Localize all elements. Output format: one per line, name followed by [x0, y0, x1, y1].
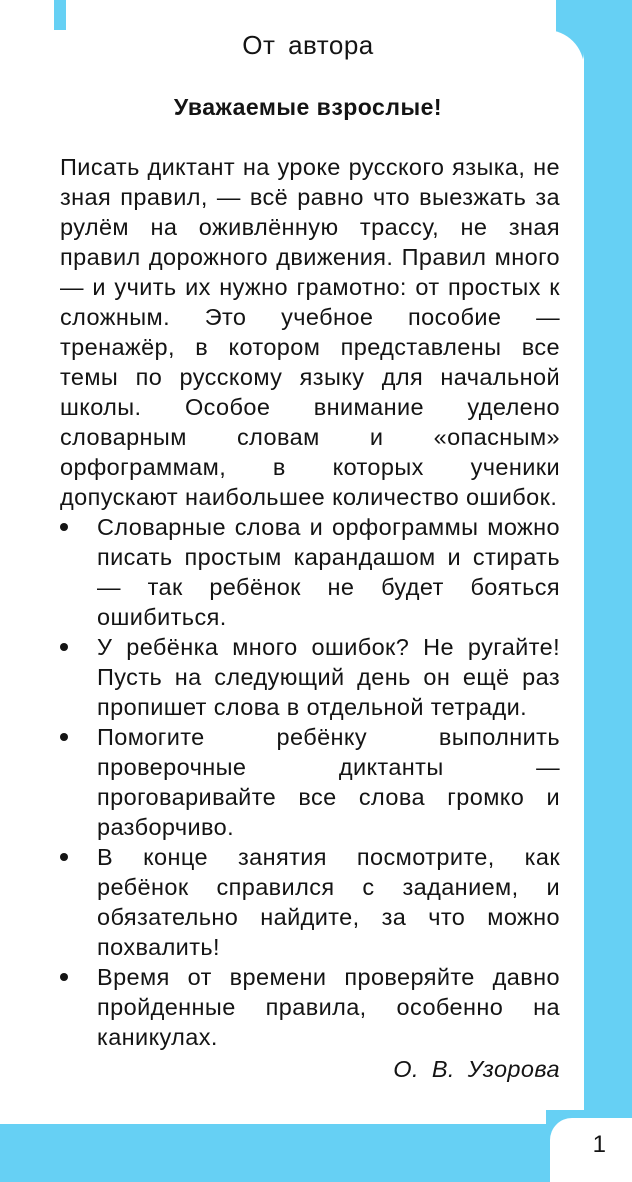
tip-item [60, 842, 560, 962]
tip-item [60, 722, 560, 842]
bullet-icon [60, 523, 68, 531]
frame-right-border [584, 0, 632, 1182]
tip-item [60, 632, 560, 722]
author-signature: О. В. Узорова [393, 1056, 560, 1082]
bullet-icon [60, 853, 68, 861]
tip-item [60, 512, 560, 632]
page-number: 1 [592, 1131, 606, 1158]
tips-list [60, 512, 560, 1052]
bullet-icon [60, 733, 68, 741]
body-text [60, 152, 560, 1084]
tip-text: Словарные слова и орфограммы можно писать простым карандашом и стирать — так ребёнок не будет бояться ошибиться. [97, 514, 560, 630]
header-title: От автора [242, 30, 374, 60]
page-number-tab [550, 1118, 632, 1182]
page-heading: Уважаемые взрослые! [173, 94, 443, 120]
tip-text: У ребёнка много ошибок? Не ругайте! Пусть на следующий день он ещё раз пропишет слова в отдельной тетради. [97, 634, 560, 720]
tip-text: В конце занятия посмотрите, как ребёнок справился с заданием, и обязательно найдите, за что можно похвалить! [97, 844, 560, 960]
tip-text: Время от времени проверяйте давно пройденные правила, особенно на каникулах. [97, 964, 560, 1050]
bullet-icon [60, 643, 68, 651]
tip-item [60, 962, 560, 1052]
intro-paragraph: Писать диктант на уроке русского языка, не зная правил, — всё равно что выезжать за рулём на оживлённую трассу, не зная правил дорожного движения. Правил много — и учить их нужно грамотно: от простых к сложным. Это учебное пособие — тренажёр, в котором представлены все темы по русскому языку для начальной школы. Особое внимание уделено словарным словам и «опасным» орфограммам, в которых ученики допускают наибольшее количество ошибок. [60, 154, 560, 510]
bullet-icon [60, 973, 68, 981]
tip-text: Помогите ребёнку выполнить проверочные диктанты — проговаривайте все слова громко и разборчиво. [97, 724, 560, 840]
frame-bottom-border [0, 1124, 632, 1182]
